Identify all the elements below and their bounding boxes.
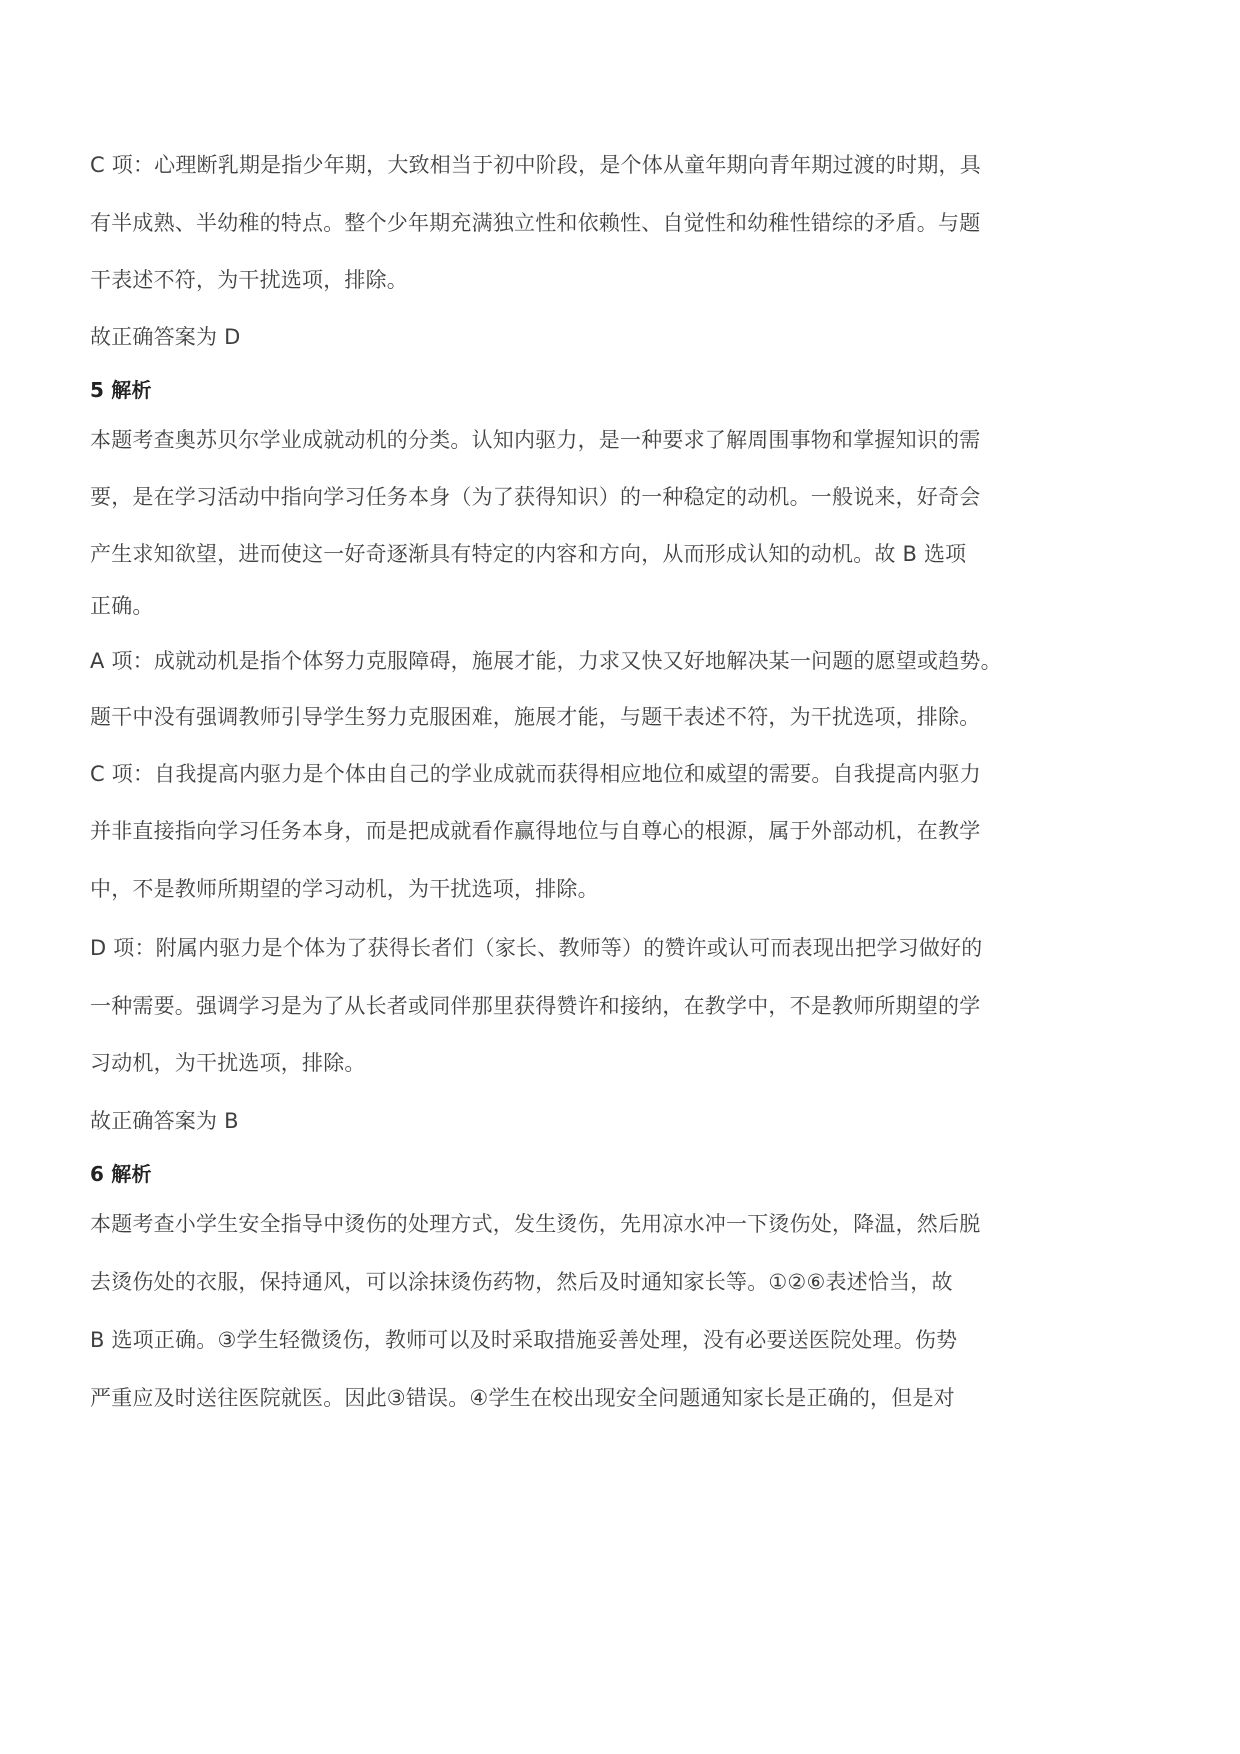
text-line: 正确。 <box>90 594 154 618</box>
text-line: A 项：成就动机是指个体努力克服障碍，施展才能，力求又快又好地解决某一问题的愿望或趋势。 <box>90 649 1002 673</box>
text-line: 本题考查奥苏贝尔学业成就动机的分类。认知内驱力，是一种要求了解周围事物和掌握知识的需 <box>90 428 981 452</box>
text-line: 题干中没有强调教师引导学生努力克服困难，施展才能，与题干表述不符，为干扰选项，排除。 <box>90 705 981 729</box>
answer-line: 故正确答案为 B <box>90 1109 239 1133</box>
section-heading-6: 6 解析 <box>90 1162 152 1186</box>
text-line: 有半成熟、半幼稚的特点。整个少年期充满独立性和依赖性、自觉性和幼稚性错综的矛盾。与题 <box>90 211 981 235</box>
text-line: B 选项正确。③学生轻微烫伤，教师可以及时采取措施妥善处理，没有必要送医院处理。伤势 <box>90 1328 958 1352</box>
text-line: 严重应及时送往医院就医。因此③错误。④学生在校出现安全问题通知家长是正确的，但是对 <box>90 1386 955 1410</box>
text-line: 习动机，为干扰选项，排除。 <box>90 1051 366 1075</box>
text-line: 要，是在学习活动中指向学习任务本身（为了获得知识）的一种稳定的动机。一般说来，好奇会 <box>90 485 981 509</box>
answer-line: 故正确答案为 D <box>90 325 241 349</box>
section-heading-5: 5 解析 <box>90 378 152 402</box>
text-line: C 项：自我提高内驱力是个体由自己的学业成就而获得相应地位和威望的需要。自我提高内驱力 <box>90 762 981 786</box>
text-line: C 项：心理断乳期是指少年期，大致相当于初中阶段，是个体从童年期向青年期过渡的时期，具 <box>90 153 981 177</box>
text-line: 并非直接指向学习任务本身，而是把成就看作赢得地位与自尊心的根源，属于外部动机，在教学 <box>90 819 981 843</box>
text-line: 中，不是教师所期望的学习动机，为干扰选项，排除。 <box>90 877 599 901</box>
text-line: D 项：附属内驱力是个体为了获得长者们（家长、教师等）的赞许或认可而表现出把学习做好的 <box>90 936 983 960</box>
text-line: 产生求知欲望，进而使这一好奇逐渐具有特定的内容和方向，从而形成认知的动机。故 B 选项 <box>90 542 967 566</box>
text-line: 一种需要。强调学习是为了从长者或同伴那里获得赞许和接纳，在教学中，不是教师所期望的学 <box>90 994 981 1018</box>
text-line: 本题考查小学生安全指导中烫伤的处理方式，发生烫伤，先用凉水冲一下烫伤处，降温，然后脱 <box>90 1212 981 1236</box>
text-line: 去烫伤处的衣服，保持通风，可以涂抹烫伤药物，然后及时通知家长等。①②⑥表述恰当，故 <box>90 1270 953 1294</box>
text-line: 干表述不符，为干扰选项，排除。 <box>90 268 408 292</box>
